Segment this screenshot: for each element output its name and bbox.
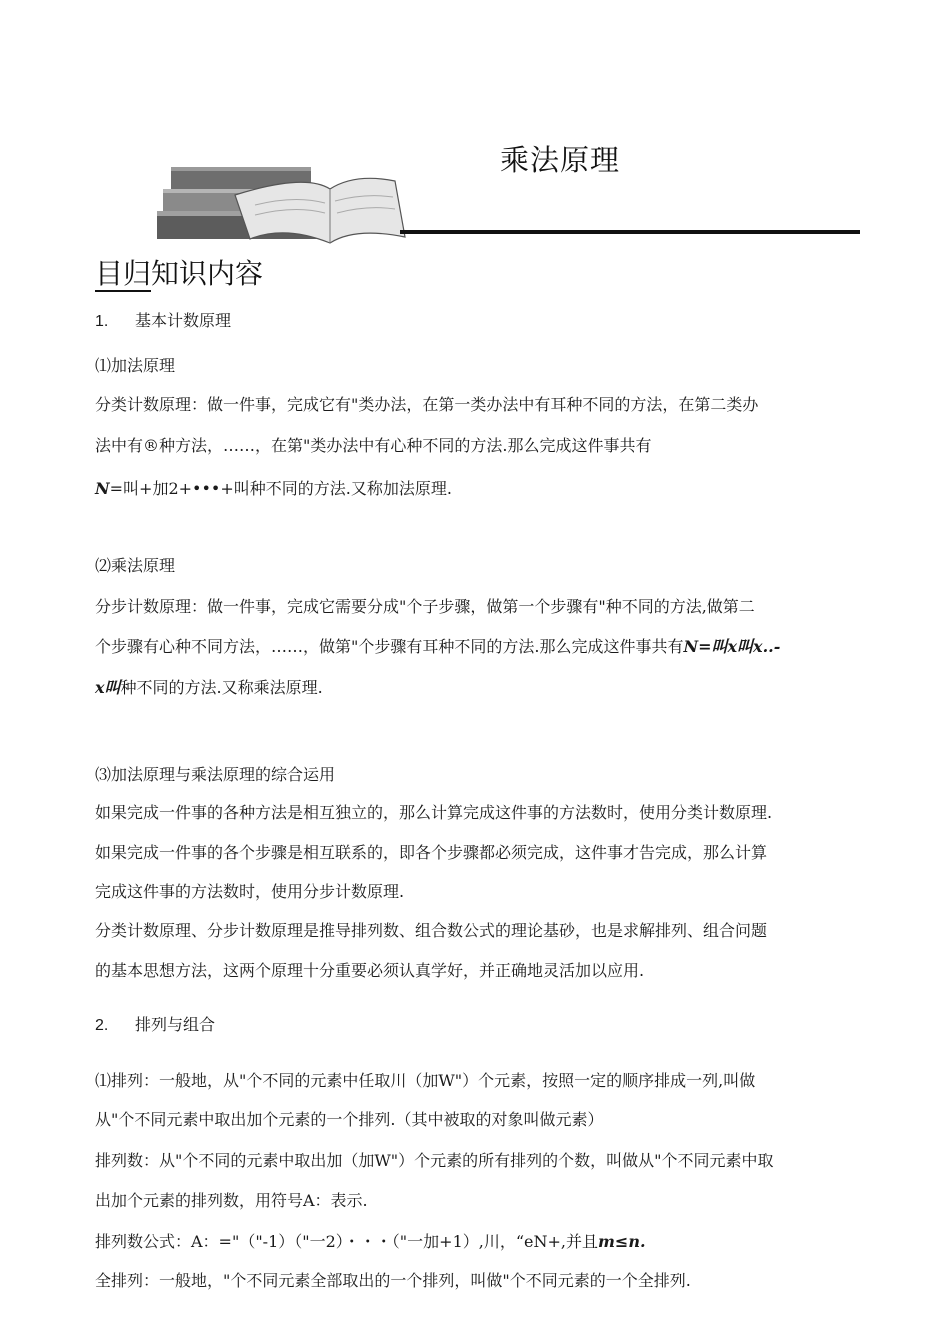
section-heading (95, 252, 263, 292)
paragraph-line: 如果完成一件事的各个步骤是相互联系的，即各个步骤都必须完成，这件事才告完成，那么计算 (95, 843, 768, 862)
paragraph-line (95, 675, 323, 698)
formula-condition: m≤n. (597, 1232, 646, 1251)
paragraph-line: 出加个元素的排列数，用符号A：表示. (95, 1191, 368, 1210)
formula-symbol: N (95, 479, 110, 498)
section-2-number: 2. (95, 1017, 109, 1034)
paragraph-line: ⑴排列：一般地，从"个不同的元素中任取川（加W"）个元素，按照一定的顺序排成一列,叫做 (95, 1071, 756, 1090)
paragraph-line: 完成这件事的方法数时，使用分步计数原理. (95, 882, 405, 901)
paragraph-line: 分类计数原理、分步计数原理是推导排列数、组合数公式的理论基砂，也是求解排列、组合问题 (95, 921, 768, 940)
section-heading-text: 知识内容 (151, 257, 264, 290)
paragraph-line (95, 476, 452, 499)
paragraph-line: 如果完成一件事的各种方法是相互独立的，那么计算完成这件事的方法数时，使用分类计数原理. (95, 803, 773, 822)
page-title: 乘法原理 (500, 143, 621, 177)
line-text: 种不同的方法.又称乘法原理. (120, 678, 323, 697)
formula-text: 排列数公式：A：="（"-1）（"一2）・・・（"一加+1）,川，“eN+,并且 (95, 1232, 598, 1251)
section-2-heading (95, 1012, 215, 1035)
section-1-title: 基本计数原理 (135, 311, 232, 330)
paragraph-line: 排列数：从"个不同的元素中取出加（加W"）个元素的所有排列的个数，叫做从"个不同元素中取 (95, 1151, 774, 1170)
section-1-number: 1. (95, 313, 109, 330)
paragraph-line: 的基本思想方法，这两个原理十分重要必须认真学好，并正确地灵活加以应用. (95, 961, 645, 980)
paragraph-line (95, 634, 780, 657)
formula-text: =叫+加2+•••+叫种不同的方法.又称加法原理. (109, 479, 452, 498)
multiplication-principle-title: ⑵乘法原理 (95, 556, 176, 575)
section-heading-underlined: 目归 (95, 257, 152, 290)
line-text: 个步骤有心种不同方法，……，做第"个步骤有耳种不同的方法.那么完成这件事共有 (95, 637, 684, 656)
combined-application-title: ⑶加法原理与乘法原理的综合运用 (95, 765, 336, 784)
formula-text: x叫 (95, 678, 121, 697)
addition-principle-title: ⑴加法原理 (95, 356, 176, 375)
paragraph-line: 法中有®种方法，……，在第"类办法中有心种不同的方法.那么完成这件事共有 (95, 436, 652, 455)
books-banner-image (155, 165, 860, 245)
section-2-title: 排列与组合 (135, 1015, 216, 1034)
section-1-heading (95, 308, 231, 331)
paragraph-line (95, 1229, 646, 1252)
paragraph-line: 从"个不同元素中取出加个元素的一个排列.（其中被取的对象叫做元素） (95, 1110, 604, 1129)
paragraph-line: 分类计数原理：做一件事，完成它有"类办法，在第一类办法中有耳种不同的方法，在第二类办 (95, 395, 759, 414)
formula-text: N=叫x叫x..- (683, 637, 781, 656)
paragraph-line: 全排列：一般地，"个不同元素全部取出的一个排列，叫做"个不同元素的一个全排列. (95, 1271, 691, 1290)
paragraph-line: 分步计数原理：做一件事，完成它需要分成"个子步骤，做第一个步骤有"种不同的方法,做第二 (95, 597, 755, 616)
